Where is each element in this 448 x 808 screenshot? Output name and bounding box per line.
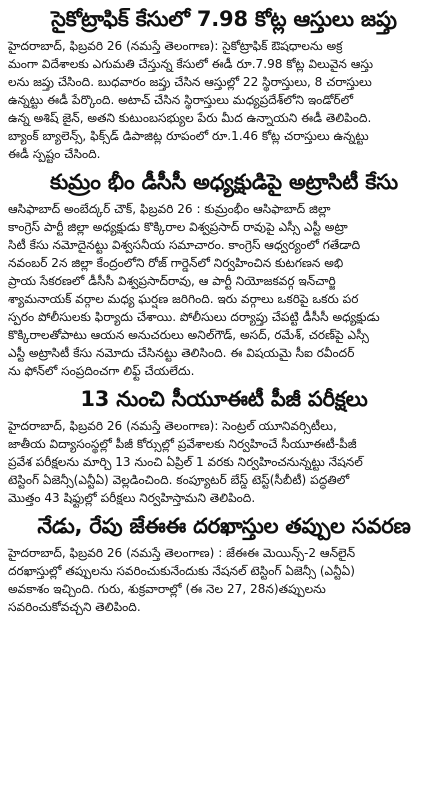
article-body — [8, 200, 440, 380]
body-line: ను ఫోన్‌లో సంప్రదించగా లిఫ్ట్ చేయలేదు. — [8, 364, 195, 378]
body-line: సవరించుకోవచ్చని తెలిపింది. — [8, 600, 141, 614]
body-line: ఎస్టీ అట్రాసిటీ కేసు నమోదు చేసినట్టు తెలిసింది. ఈ విషయమై సీఐ రవీందర్ — [8, 346, 355, 360]
article-jee-corrections — [8, 513, 440, 616]
article-dcc-atrocity-case — [8, 169, 440, 380]
body-line: స్పరం పోలీసులకు ఫిర్యాదు చేశాయి. పోలీసులు దర్యాప్తు చేపట్టి డీసీసీ అధ్యక్షుడు — [8, 310, 380, 324]
body-line: సిటీ కేసు నమోదైనట్టు విశ్వసనీయ సమాచారం. కాంగ్రెస్ ఆధ్వర్యంలో గతేడాది — [8, 238, 361, 252]
article-headline: సైకోట్రాఫిక్ కేసులో 7.98 కోట్ల ఆస్తులు జప్తు — [51, 7, 397, 31]
article-headline: నేడు, రేపు జేఈఈ దరఖాస్తుల తప్పుల సవరణ — [37, 514, 411, 538]
article-headline: 13 నుంచి సీయూఈటీ పీజీ పరీక్షలు — [80, 387, 368, 411]
body-line: ఆసిఫాబాద్ అంబేద్కర్ చౌక్, ఫిబ్రవరి 26 : కుమ్రంభీం ఆసిఫాబాద్ జిల్లా — [8, 202, 331, 216]
article-headline: కుమ్రం భీం డీసీసీ అధ్యక్షుడిపై అట్రాసిటీ కేసు — [50, 170, 398, 194]
body-line: అవకాశం ఇచ్చింది. గురు, శుక్రవారాల్లో (ఈ నెల 27, 28న)తప్పులను — [8, 582, 326, 596]
body-line: కొక్కిరాలతోపాటు ఆయన అనుచరులు అనిల్‌గౌడ్, అసద్, రమేశ్, చరణ్‌పై ఎస్సీ — [8, 328, 369, 342]
body-line: శ్యామనాయక్ వర్గాల మధ్య ఘర్షణ జరిగింది. ఇరు వర్గాలు ఒకరిపై ఒకరు పర — [8, 292, 359, 306]
body-line: కాంగ్రెస్ పార్టీ జిల్లా అధ్యక్షుడు కొక్కిరాల విశ్వప్రసాద్ రావుపై ఎస్సీ ఎస్టీ అట్రా — [8, 220, 348, 234]
body-line: ప్రవేశ పరీక్షలను మార్చి 13 నుంచి ఏప్రిల్ 1 వరకు నిర్వహించనున్నట్టు నేషనల్ — [8, 455, 363, 469]
body-line: ఈడీ స్పష్టం చేసింది. — [8, 147, 101, 161]
body-line: దరఖాస్తుల్లో తప్పులను సవరించుకునేందుకు నేషనల్ టెస్టింగ్ ఏజెన్సీ (ఎన్టీఏ) — [8, 564, 355, 578]
body-line: టెస్టింగ్ ఏజెన్సీ(ఎన్టీఏ) వెల్లడించింది. కంప్యూటర్ బేస్డ్ టెస్ట్(సీబీటీ) పద్ధతిలో — [8, 473, 350, 487]
body-line: మొత్తం 43 షిఫ్టుల్లో పరీక్షలు నిర్వహిస్తామని తెలిపింది. — [8, 491, 256, 505]
article-body — [8, 417, 440, 507]
body-line: హైదరాబాద్, ఫిబ్రవరి 26 (నమస్తే తెలంగాణ) : జేఈఈ మెయిన్స్-2 ఆన్‌లైన్ — [8, 546, 356, 560]
article-body — [8, 37, 440, 163]
body-line: హైదరాబాద్, ఫిబ్రవరి 26 (నమస్తే తెలంగాణ): సెంట్రల్ యూనివర్సిటీలు, — [8, 419, 337, 433]
body-line: మంగా విదేశాలకు ఎగుమతి చేస్తున్న కేసులో ఈడీ రూ.7.98 కోట్ల విలువైన ఆస్తు — [8, 57, 374, 71]
body-line: జాతీయ విద్యాసంస్థల్లో పీజీ కోర్సుల్లో ప్రవేశాలకు నిర్వహించే సీయూఈటీ-పీజీ — [8, 437, 357, 451]
body-line: బ్యాంక్ బ్యాలెన్స్, ఫిక్స్‌డ్ డిపాజిట్ల రూపంలో రూ.1.46 కోట్ల చరాస్తులు ఉన్నట్టు — [8, 129, 369, 143]
body-line: ఉన్న అశిష్ జైన్, అతని కుటుంబసభ్యుల పేరు మీద ఉన్నాయని ఈడీ తెలిపింది. — [8, 111, 372, 125]
article-psychotropic-case — [8, 6, 440, 163]
body-line: ఉన్నట్టు ఈడీ పేర్కొంది. అటాచ్ చేసిన స్థిరాస్తులు మధ్యప్రదేశ్‌లోని ఇండోర్‌లో — [8, 93, 354, 107]
body-line: నవంబర్ 2న జిల్లా కేంద్రంలోని రోజ్ గార్డెన్‌లో నిర్వహించిన కుటగణన అభి — [8, 256, 344, 270]
article-cuet-pg-exams — [8, 386, 440, 507]
article-body — [8, 544, 440, 616]
body-line: ప్రాయ సేకరణలో డీసీసీ విశ్వప్రసాద్‌రావు, ఆ పార్టీ నియోజకవర్గ ఇన్‌చార్జి — [8, 274, 336, 288]
body-line: లను జప్తు చేసింది. బుధవారం జప్తు చేసిన ఆస్తుల్లో 22 స్థిరాస్తులు, 8 చరాస్తులు — [8, 75, 372, 89]
body-line: హైదరాబాద్, ఫిబ్రవరి 26 (నమస్తే తెలంగాణ): సైకోట్రాఫిక్ ఔషధాలను అక్ర — [8, 39, 343, 53]
